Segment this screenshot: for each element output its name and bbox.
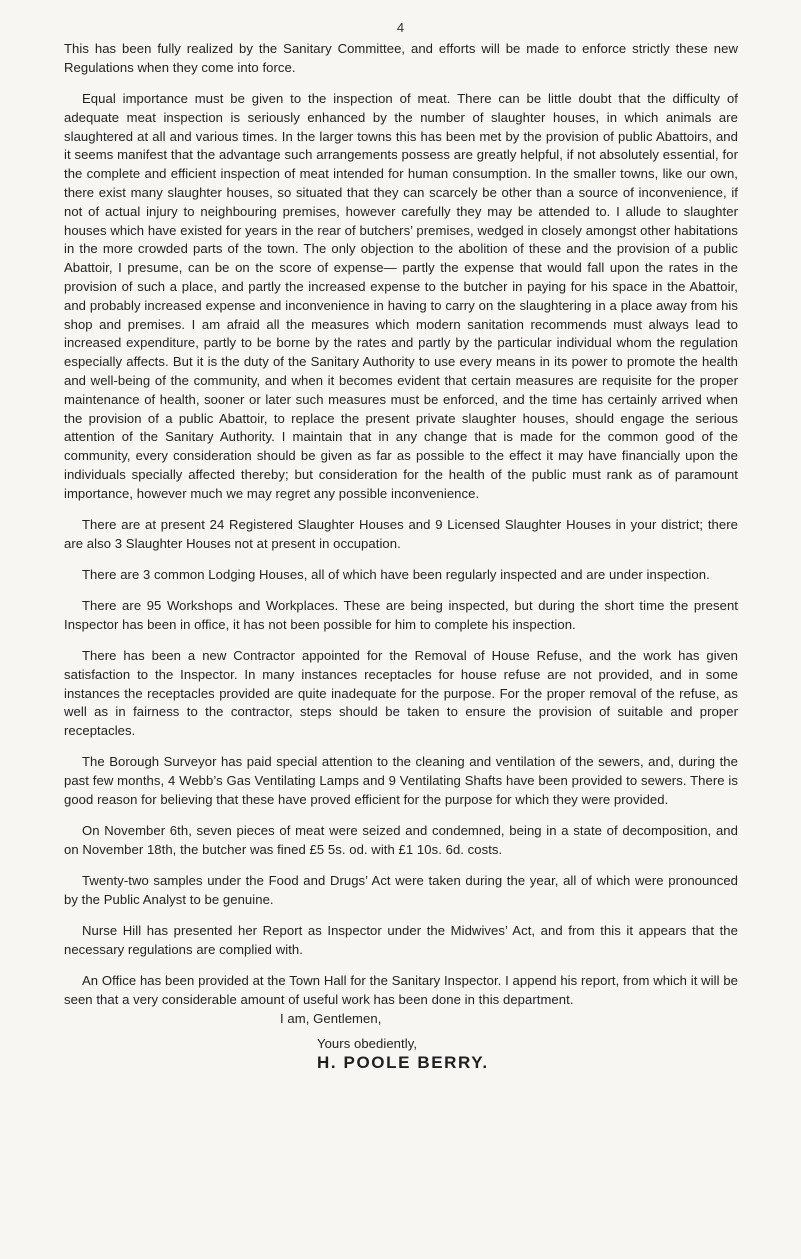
paragraph-meat-inspection: Equal importance must be given to the inspection of meat. There can be little doubt that the difficulty of adequate meat inspection is seriously enhanced by the number of slaughter houses, in which animals are slaughtered at all and various times. In the larger towns this has been met by the provision of public Abattoirs, and it seems manifest that the advantage such arrangements possess are greatly helpful, if not absolutely essential, for the complete and efficient inspection of meat intended for human consumption. In the smaller towns, like our own, there exist many slaughter houses, so situated that they can scarcely be other than a source of inconvenience, if not of actual injury to neighbouring premises, however carefully they may be attended to. I allude to slaughter houses which have existed for years in the rear of butchers’ premises, wedged in closely amongst other habitations in the more crowded parts of the town. The only objection to the abolition of these and the provision of a public Abattoir, I presume, can be on the score of expense— partly the expense that would fall upon the rates in the provision of such a place, and partly the increased expense to the butcher in paying for his space in the Abattoir, and probably increased expense and inconvenience in having to carry on the slaughtering in a place away from his shop and premises. I am afraid all the measures which modern sanitation recommends must always lead to increased expenditure, partly to be borne by the rates and partly by the particular individual whom the regulation especially affects. But it is the duty of the Sanitary Authority to use every means in its power to promote the health and well-being of the community, and when it becomes evident that certain measures are requisite for the proper maintenance of health, sooner or later such measures must be enforced, and the time has certainly arrived when the provision of a public Abattoir, to replace the present private slaughter houses, should engage the serious attention of the Sanitary Authority. I maintain that in any change that is made for the common good of the community, every consideration should be given as far as possible to the effect it may have financially upon the individuals specially affected thereby; but consideration for the health of the public must rank as of paramount importance, however much we may regret any possible inconvenience.: [64, 90, 738, 501]
page-number: 4: [396, 20, 405, 35]
paragraph-meat-seizure: On November 6th, seven pieces of meat were seized and condemned, being in a state of decomposition, and on November 18th, the butcher was fined £5 5s. od. with £1 10s. 6d. costs.: [64, 823, 738, 858]
closing-valediction: Yours obediently,: [317, 1035, 418, 1051]
paragraph-midwives: Nurse Hill has presented her Report as Inspector under the Midwives’ Act, and from this it appears that the necessary regulations are complied with.: [64, 923, 738, 957]
paragraph-workshops: There are 95 Workshops and Workplaces. These are being inspected, but during the short time the present Inspector has been in office, it has not been possible for him to complete his inspection.: [64, 598, 738, 632]
paragraph-office: An Office has been provided at the Town Hall for the Sanitary Inspector. I append his report, from which it will be seen that a very considerable amount of useful work has been done in this department.: [64, 973, 738, 1007]
paragraph-slaughter-houses: There are at present 24 Registered Slaughter Houses and 9 Licensed Slaughter Houses in your district; there are also 3 Slaughter Houses not at present in occupation.: [64, 516, 738, 551]
paragraph-house-refuse: There has been a new Contractor appointed for the Removal of House Refuse, and the work has given satisfaction to the Inspector. In many instances receptacles for house refuse are not provided, and in some instances the receptacles provided are quite inadequate for the purpose. For the proper removal of the refuse, as well as in fairness to the contractor, steps should be taken to ensure the provision of suitable and proper receptacles.: [64, 648, 738, 739]
closing-salutation: I am, Gentlemen,: [280, 1010, 382, 1026]
letter-body: [64, 40, 738, 1073]
paragraph-lodging-houses: There are 3 common Lodging Houses, all of which have been regularly inspected and are under inspection.: [82, 566, 710, 582]
paragraph-food-drugs: Twenty-two samples under the Food and Drugs’ Act were taken during the year, all of which were pronounced by the Public Analyst to be genuine.: [64, 873, 738, 907]
paragraph-regulations: This has been fully realized by the Sanitary Committee, and efforts will be made to enforce strictly these new Regulations when they come into force.: [64, 41, 738, 75]
signature: H. POOLE BERRY.: [317, 1053, 489, 1073]
paragraph-sewers: The Borough Surveyor has paid special attention to the cleaning and ventilation of the sewers, and, during the past few months, 4 Webb’s Gas Ventilating Lamps and 9 Ventilating Shafts have been provided to sewers. There is good reason for believing that these have proved efficient for the purpose for which they were provided.: [64, 754, 738, 808]
